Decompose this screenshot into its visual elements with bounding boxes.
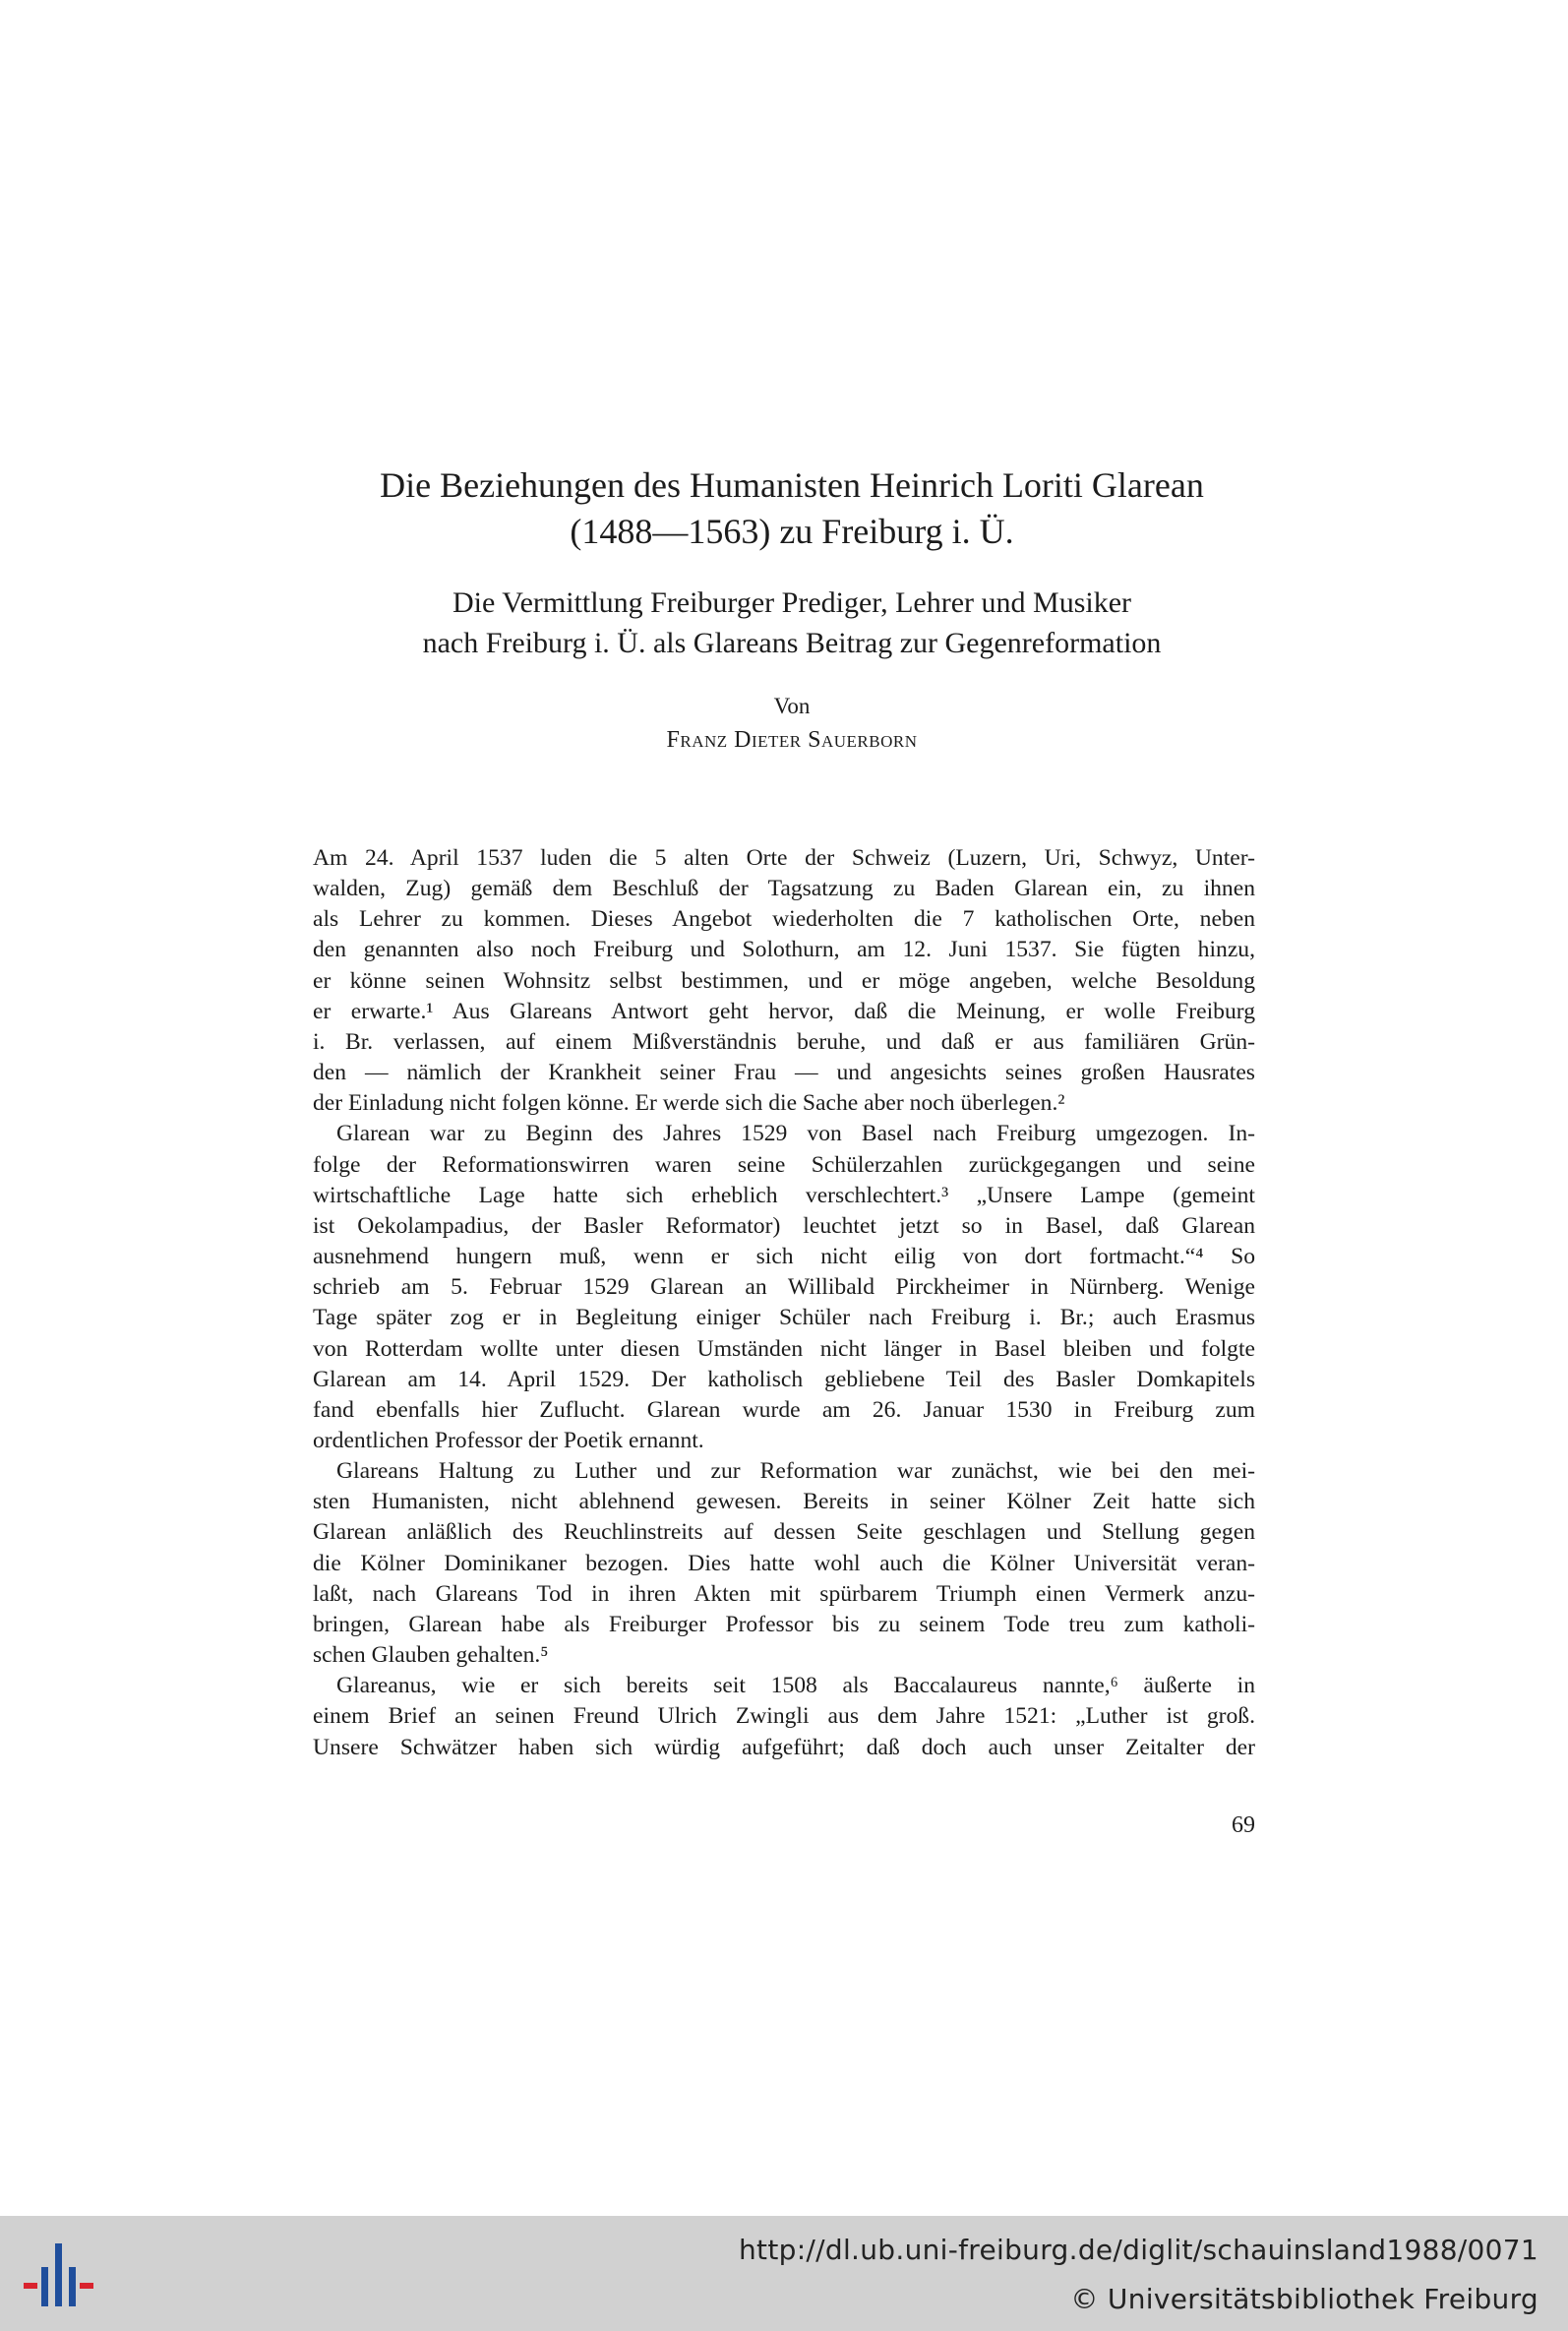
text-line: wirtschaftliche Lage hatte sich erheblich verschlechtert.³ „Unsere Lampe (gemeint [313, 1182, 1255, 1208]
text-line: i. Br. verlassen, auf einem Mißverständnis beruhe, und daß er aus familiären Grün- [313, 1028, 1255, 1055]
text-line: Glarean war zu Beginn des Jahres 1529 von Basel nach Freiburg umgezogen. In- [336, 1121, 1255, 1147]
title-line: Die Beziehungen des Humanisten Heinrich Loriti Glarean [380, 465, 1204, 505]
text-line: folge der Reformationswirren waren seine Schülerzahlen zurückgegangen und seine [313, 1151, 1255, 1178]
text-line: als Lehrer zu kommen. Dieses Angebot wiederholten die 7 katholischen Orte, neben [313, 906, 1255, 933]
paragraph [313, 1456, 1255, 1671]
permalink-url[interactable]: http://dl.ub.uni-freiburg.de/diglit/schauinsland1988/0071 [739, 2234, 1538, 2266]
text-line: Unsere Schwätzer haben sich würdig aufgeführt; daß doch auch unser Zeitalter der [313, 1734, 1255, 1760]
text-line: bringen, Glarean habe als Freiburger Professor bis zu seinem Tode treu zum katholi- [313, 1611, 1255, 1637]
text-line: Tage später zog er in Begleitung einiger Schüler nach Freiburg i. Br.; auch Erasmus [313, 1305, 1255, 1331]
footer-bar [0, 2216, 1568, 2331]
text-line: Glarean anläßlich des Reuchlinstreits auf dessen Seite geschlagen und Stellung gegen [313, 1519, 1255, 1546]
title-line: (1488—1563) zu Freiburg i. Ü. [570, 512, 1014, 551]
text-line: Am 24. April 1537 luden die 5 alten Orte der Schweiz (Luzern, Uri, Schwyz, Unter- [313, 845, 1255, 871]
text-line: walden, Zug) gemäß dem Beschluß der Tagsatzung zu Baden Glarean ein, zu ihnen [313, 876, 1255, 902]
text-line: von Rotterdam wollte unter diesen Umständen nicht länger in Basel bleiben und folgte [313, 1335, 1255, 1362]
article-title [295, 462, 1289, 555]
text-line: ist Oekolampadius, der Basler Reformator) leuchtet jetzt so in Basel, daß Glarean [313, 1212, 1255, 1239]
text-line: fand ebenfalls hier Zuflucht. Glarean wurde am 26. Januar 1530 in Freiburg zum [313, 1396, 1255, 1423]
author-name: Franz Dieter Sauerborn [666, 727, 918, 753]
text-line: laßt, nach Glareans Tod in ihren Akten mit spürbarem Triumph einen Vermerk anzu- [313, 1580, 1255, 1607]
text-line: den — nämlich der Krankheit seiner Frau — und angesichts seines großen Hausrates [313, 1060, 1255, 1086]
text-line: Glarean am 14. April 1529. Der katholisch gebliebene Teil des Basler Domkapitels [313, 1366, 1255, 1392]
text-line: er könne seinen Wohnsitz selbst bestimmen, und er möge angeben, welche Besoldung [313, 967, 1255, 994]
paragraph [313, 843, 1255, 1119]
library-logo-icon [22, 2238, 100, 2316]
text-line: Glareanus, wie er sich bereits seit 1508 als Baccalaureus nannte,⁶ äußerte in [336, 1673, 1255, 1699]
text-line: schrieb am 5. Februar 1529 Glarean an Willibald Pirckheimer in Nürnberg. Wenige [313, 1274, 1255, 1301]
text-line: den genannten also noch Freiburg und Solothurn, am 12. Juni 1537. Sie fügten hinzu, [313, 937, 1255, 963]
paragraph [313, 1671, 1255, 1762]
byline [295, 689, 1289, 758]
text-line: er erwarte.¹ Aus Glareans Antwort geht hervor, daß die Meinung, er wolle Freiburg [313, 998, 1255, 1024]
subtitle-line: Die Vermittlung Freiburger Prediger, Lehrer und Musiker [452, 586, 1132, 619]
text-line: schen Glauben gehalten.⁵ [313, 1642, 549, 1669]
text-line: ausnehmend hungern muß, wenn er sich nicht eilig von dort fortmacht.“⁴ So [313, 1244, 1255, 1270]
text-line: einem Brief an seinen Freund Ulrich Zwingli aus dem Jahre 1521: „Luther ist groß. [313, 1703, 1255, 1730]
copyright-notice: © Universitätsbibliothek Freiburg [1070, 2283, 1538, 2315]
paragraph [313, 1119, 1255, 1456]
text-line: sten Humanisten, nicht ablehnend gewesen. Bereits in seiner Kölner Zeit hatte sich [313, 1489, 1255, 1515]
text-line: ordentlichen Professor der Poetik ernannt. [313, 1427, 704, 1453]
text-line: Glareans Haltung zu Luther und zur Reformation war zunächst, wie bei den mei- [336, 1458, 1255, 1485]
article-body [313, 843, 1255, 1763]
text-line: der Einladung nicht folgen könne. Er werde sich die Sache aber noch überlegen.² [313, 1090, 1065, 1117]
subtitle-line: nach Freiburg i. Ü. als Glareans Beitrag zur Gegenreformation [422, 627, 1162, 659]
by-label: Von [773, 694, 811, 718]
article-subtitle [295, 583, 1289, 663]
page-number: 69 [1232, 1812, 1255, 1838]
text-line: die Kölner Dominikaner bezogen. Dies hatte wohl auch die Kölner Universität veran- [313, 1550, 1255, 1576]
